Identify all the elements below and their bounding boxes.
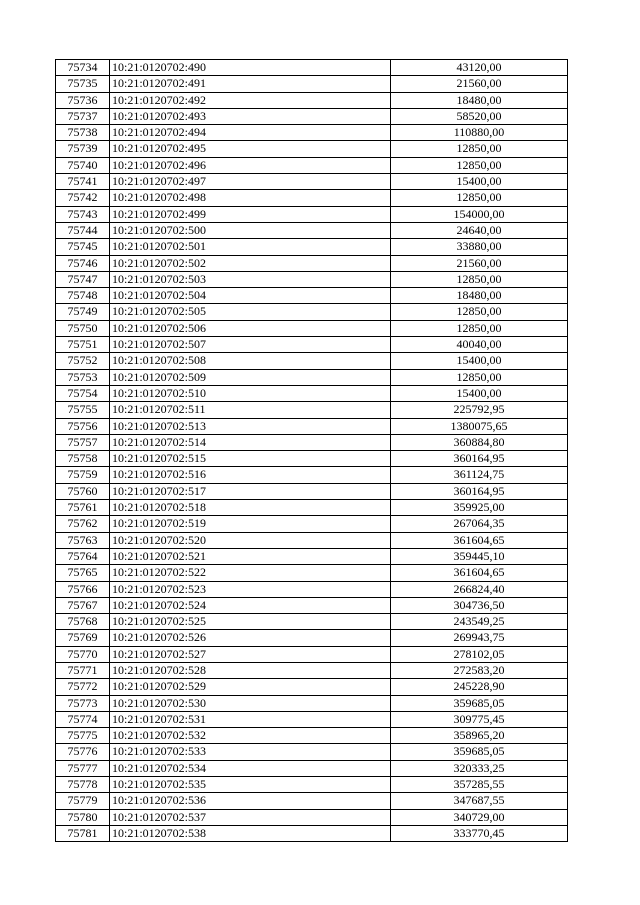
row-number-cell: 75747 <box>56 271 110 287</box>
amount-cell: 1380075,65 <box>391 418 568 434</box>
amount-cell: 357285,55 <box>391 777 568 793</box>
cadastral-number-cell: 10:21:0120702:507 <box>110 337 391 353</box>
row-number-cell: 75756 <box>56 418 110 434</box>
row-number-cell: 75759 <box>56 467 110 483</box>
table-row <box>56 646 568 662</box>
amount-cell: 12850,00 <box>391 157 568 173</box>
cadastral-number-cell: 10:21:0120702:523 <box>110 581 391 597</box>
cadastral-number-cell: 10:21:0120702:502 <box>110 255 391 271</box>
amount-cell: 15400,00 <box>391 353 568 369</box>
row-number-cell: 75758 <box>56 451 110 467</box>
amount-cell: 309775,45 <box>391 711 568 727</box>
cadastral-number-cell: 10:21:0120702:511 <box>110 402 391 418</box>
cadastral-number-cell: 10:21:0120702:505 <box>110 304 391 320</box>
table-row <box>56 157 568 173</box>
table-row <box>56 255 568 271</box>
row-number-cell: 75755 <box>56 402 110 418</box>
table-row <box>56 125 568 141</box>
row-number-cell: 75760 <box>56 483 110 499</box>
cadastral-number-cell: 10:21:0120702:492 <box>110 92 391 108</box>
table-row <box>56 695 568 711</box>
table-row <box>56 516 568 532</box>
cadastral-number-cell: 10:21:0120702:495 <box>110 141 391 157</box>
row-number-cell: 75770 <box>56 646 110 662</box>
cadastral-number-cell: 10:21:0120702:530 <box>110 695 391 711</box>
row-number-cell: 75754 <box>56 385 110 401</box>
amount-cell: 333770,45 <box>391 825 568 841</box>
cadastral-number-cell: 10:21:0120702:517 <box>110 483 391 499</box>
row-number-cell: 75742 <box>56 190 110 206</box>
row-number-cell: 75772 <box>56 679 110 695</box>
amount-cell: 359685,05 <box>391 695 568 711</box>
table-row <box>56 92 568 108</box>
cadastral-number-cell: 10:21:0120702:528 <box>110 662 391 678</box>
table-row <box>56 108 568 124</box>
cadastral-number-cell: 10:21:0120702:522 <box>110 565 391 581</box>
cadastral-number-cell: 10:21:0120702:493 <box>110 108 391 124</box>
amount-cell: 110880,00 <box>391 125 568 141</box>
row-number-cell: 75763 <box>56 532 110 548</box>
table-row <box>56 451 568 467</box>
row-number-cell: 75779 <box>56 793 110 809</box>
cadastral-number-cell: 10:21:0120702:509 <box>110 369 391 385</box>
row-number-cell: 75746 <box>56 255 110 271</box>
amount-cell: 21560,00 <box>391 255 568 271</box>
amount-cell: 269943,75 <box>391 630 568 646</box>
table-row <box>56 744 568 760</box>
cadastral-number-cell: 10:21:0120702:514 <box>110 434 391 450</box>
amount-cell: 360884,80 <box>391 434 568 450</box>
cadastral-number-cell: 10:21:0120702:531 <box>110 711 391 727</box>
row-number-cell: 75769 <box>56 630 110 646</box>
row-number-cell: 75749 <box>56 304 110 320</box>
amount-cell: 243549,25 <box>391 614 568 630</box>
amount-cell: 267064,35 <box>391 516 568 532</box>
cadastral-number-cell: 10:21:0120702:490 <box>110 60 391 76</box>
cadastral-number-cell: 10:21:0120702:506 <box>110 320 391 336</box>
cadastral-number-cell: 10:21:0120702:533 <box>110 744 391 760</box>
table-row <box>56 597 568 613</box>
row-number-cell: 75761 <box>56 500 110 516</box>
amount-cell: 359685,05 <box>391 744 568 760</box>
row-number-cell: 75766 <box>56 581 110 597</box>
row-number-cell: 75741 <box>56 174 110 190</box>
cadastral-number-cell: 10:21:0120702:498 <box>110 190 391 206</box>
row-number-cell: 75767 <box>56 597 110 613</box>
row-number-cell: 75748 <box>56 288 110 304</box>
amount-cell: 12850,00 <box>391 271 568 287</box>
row-number-cell: 75737 <box>56 108 110 124</box>
table-row <box>56 337 568 353</box>
cadastral-number-cell: 10:21:0120702:504 <box>110 288 391 304</box>
row-number-cell: 75740 <box>56 157 110 173</box>
cadastral-number-cell: 10:21:0120702:538 <box>110 825 391 841</box>
row-number-cell: 75734 <box>56 60 110 76</box>
table-row <box>56 809 568 825</box>
table-row <box>56 679 568 695</box>
amount-cell: 12850,00 <box>391 320 568 336</box>
cadastral-number-cell: 10:21:0120702:520 <box>110 532 391 548</box>
row-number-cell: 75751 <box>56 337 110 353</box>
amount-cell: 361604,65 <box>391 565 568 581</box>
table-row <box>56 353 568 369</box>
amount-cell: 18480,00 <box>391 288 568 304</box>
row-number-cell: 75762 <box>56 516 110 532</box>
row-number-cell: 75781 <box>56 825 110 841</box>
row-number-cell: 75744 <box>56 222 110 238</box>
row-number-cell: 75764 <box>56 548 110 564</box>
cadastral-number-cell: 10:21:0120702:527 <box>110 646 391 662</box>
cadastral-number-cell: 10:21:0120702:513 <box>110 418 391 434</box>
amount-cell: 40040,00 <box>391 337 568 353</box>
row-number-cell: 75771 <box>56 662 110 678</box>
table-row <box>56 76 568 92</box>
row-number-cell: 75753 <box>56 369 110 385</box>
table-row <box>56 288 568 304</box>
cadastral-number-cell: 10:21:0120702:535 <box>110 777 391 793</box>
cadastral-number-cell: 10:21:0120702:491 <box>110 76 391 92</box>
cadastral-number-cell: 10:21:0120702:532 <box>110 728 391 744</box>
cadastral-number-cell: 10:21:0120702:499 <box>110 206 391 222</box>
cadastral-number-cell: 10:21:0120702:510 <box>110 385 391 401</box>
amount-cell: 358965,20 <box>391 728 568 744</box>
amount-cell: 18480,00 <box>391 92 568 108</box>
cadastral-number-cell: 10:21:0120702:534 <box>110 760 391 776</box>
table-row <box>56 434 568 450</box>
amount-cell: 272583,20 <box>391 662 568 678</box>
table-row <box>56 825 568 841</box>
row-number-cell: 75752 <box>56 353 110 369</box>
table-row <box>56 483 568 499</box>
cadastral-number-cell: 10:21:0120702:537 <box>110 809 391 825</box>
cadastral-number-cell: 10:21:0120702:529 <box>110 679 391 695</box>
amount-cell: 361124,75 <box>391 467 568 483</box>
amount-cell: 304736,50 <box>391 597 568 613</box>
table-row <box>56 190 568 206</box>
amount-cell: 359925,00 <box>391 500 568 516</box>
amount-cell: 360164,95 <box>391 483 568 499</box>
table-row <box>56 206 568 222</box>
table-row <box>56 662 568 678</box>
table-row <box>56 60 568 76</box>
amount-cell: 360164,95 <box>391 451 568 467</box>
amount-cell: 12850,00 <box>391 304 568 320</box>
table-row <box>56 777 568 793</box>
row-number-cell: 75777 <box>56 760 110 776</box>
table-row <box>56 548 568 564</box>
cadastral-number-cell: 10:21:0120702:518 <box>110 500 391 516</box>
cadastral-number-cell: 10:21:0120702:536 <box>110 793 391 809</box>
table-row <box>56 711 568 727</box>
row-number-cell: 75778 <box>56 777 110 793</box>
cadastral-number-cell: 10:21:0120702:519 <box>110 516 391 532</box>
amount-cell: 245228,90 <box>391 679 568 695</box>
amount-cell: 15400,00 <box>391 174 568 190</box>
row-number-cell: 75745 <box>56 239 110 255</box>
amount-cell: 33880,00 <box>391 239 568 255</box>
row-number-cell: 75774 <box>56 711 110 727</box>
table-row <box>56 418 568 434</box>
amount-cell: 359445,10 <box>391 548 568 564</box>
row-number-cell: 75776 <box>56 744 110 760</box>
table-row <box>56 728 568 744</box>
table-row <box>56 402 568 418</box>
amount-cell: 12850,00 <box>391 190 568 206</box>
amount-cell: 347687,55 <box>391 793 568 809</box>
row-number-cell: 75765 <box>56 565 110 581</box>
cadastral-number-cell: 10:21:0120702:508 <box>110 353 391 369</box>
table-body <box>56 60 568 842</box>
table-row <box>56 614 568 630</box>
row-number-cell: 75750 <box>56 320 110 336</box>
amount-cell: 266824,40 <box>391 581 568 597</box>
cadastral-number-cell: 10:21:0120702:515 <box>110 451 391 467</box>
cadastral-number-cell: 10:21:0120702:524 <box>110 597 391 613</box>
table-row <box>56 141 568 157</box>
amount-cell: 278102,05 <box>391 646 568 662</box>
cadastral-number-cell: 10:21:0120702:497 <box>110 174 391 190</box>
table-row <box>56 565 568 581</box>
amount-cell: 21560,00 <box>391 76 568 92</box>
row-number-cell: 75780 <box>56 809 110 825</box>
table-row <box>56 369 568 385</box>
table-row <box>56 174 568 190</box>
table-row <box>56 271 568 287</box>
table-row <box>56 581 568 597</box>
amount-cell: 12850,00 <box>391 369 568 385</box>
amount-cell: 58520,00 <box>391 108 568 124</box>
amount-cell: 154000,00 <box>391 206 568 222</box>
cadastral-number-cell: 10:21:0120702:500 <box>110 222 391 238</box>
amount-cell: 15400,00 <box>391 385 568 401</box>
row-number-cell: 75735 <box>56 76 110 92</box>
row-number-cell: 75743 <box>56 206 110 222</box>
table-row <box>56 630 568 646</box>
table-row <box>56 222 568 238</box>
amount-cell: 12850,00 <box>391 141 568 157</box>
row-number-cell: 75736 <box>56 92 110 108</box>
cadastral-number-cell: 10:21:0120702:521 <box>110 548 391 564</box>
table-row <box>56 385 568 401</box>
cadastral-number-cell: 10:21:0120702:525 <box>110 614 391 630</box>
row-number-cell: 75738 <box>56 125 110 141</box>
amount-cell: 320333,25 <box>391 760 568 776</box>
cadastral-number-cell: 10:21:0120702:494 <box>110 125 391 141</box>
table-row <box>56 500 568 516</box>
amount-cell: 361604,65 <box>391 532 568 548</box>
cadastral-number-cell: 10:21:0120702:503 <box>110 271 391 287</box>
cadastral-number-cell: 10:21:0120702:516 <box>110 467 391 483</box>
row-number-cell: 75775 <box>56 728 110 744</box>
amount-cell: 43120,00 <box>391 60 568 76</box>
table-row <box>56 467 568 483</box>
row-number-cell: 75757 <box>56 434 110 450</box>
row-number-cell: 75739 <box>56 141 110 157</box>
table-row <box>56 304 568 320</box>
cadastral-number-cell: 10:21:0120702:526 <box>110 630 391 646</box>
data-table <box>55 59 568 842</box>
row-number-cell: 75768 <box>56 614 110 630</box>
row-number-cell: 75773 <box>56 695 110 711</box>
cadastral-number-cell: 10:21:0120702:501 <box>110 239 391 255</box>
table-row <box>56 532 568 548</box>
amount-cell: 340729,00 <box>391 809 568 825</box>
table-row <box>56 239 568 255</box>
amount-cell: 225792,95 <box>391 402 568 418</box>
table-row <box>56 320 568 336</box>
table-row <box>56 760 568 776</box>
amount-cell: 24640,00 <box>391 222 568 238</box>
table-row <box>56 793 568 809</box>
cadastral-number-cell: 10:21:0120702:496 <box>110 157 391 173</box>
